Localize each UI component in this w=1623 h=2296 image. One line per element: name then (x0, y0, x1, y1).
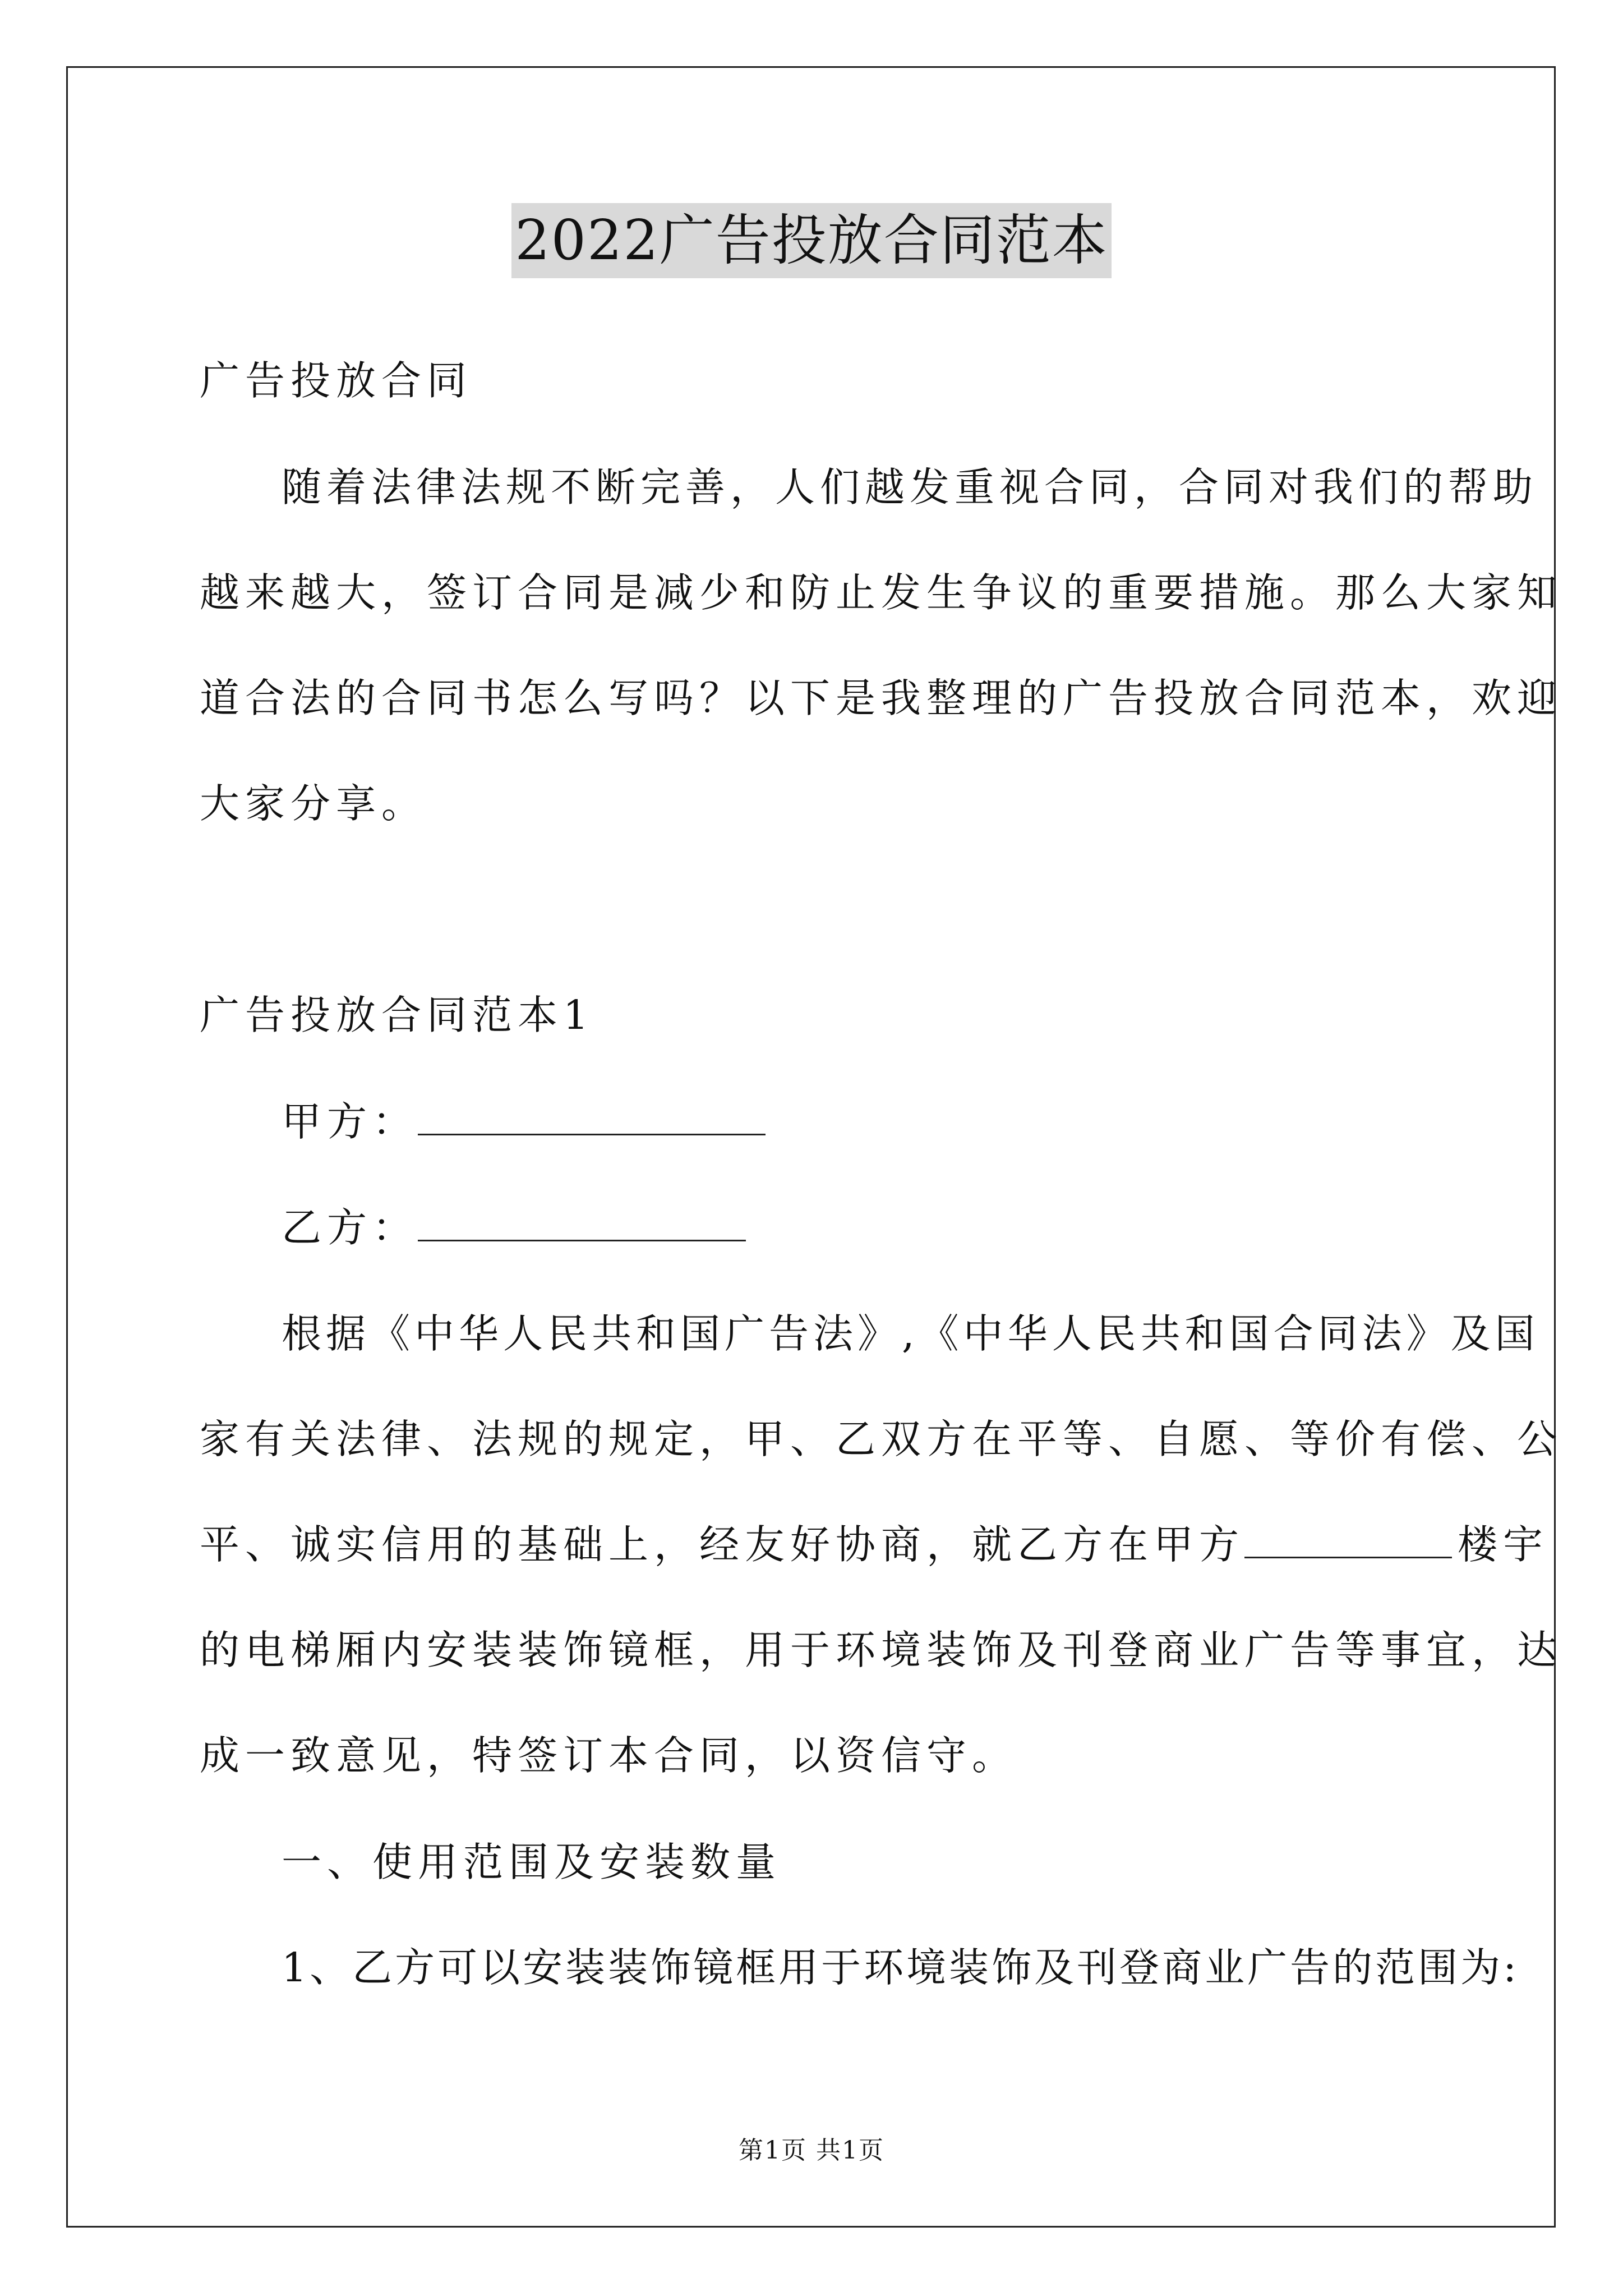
intro-line-1-text: 随着法律法规不断完善，人们越发重视合同，合同对我们的帮助 (282, 464, 1538, 510)
para-line-5: 成一致意见，特签订本合同，以资信守。 (200, 1732, 1018, 1779)
para-line-2: 家有关法律、法规的规定，甲、乙双方在平等、自愿、等价有偿、公 (200, 1416, 1563, 1462)
intro-line-1 (282, 462, 1538, 513)
para-line-1: 根据《中华人民共和国广告法》,《中华人民共和国合同法》及国 (282, 1310, 1539, 1357)
intro-line-2: 越来越大，签订合同是减少和防止发生争议的重要措施。那么大家知 (200, 569, 1563, 616)
party-b-blank (418, 1206, 746, 1241)
party-b-line (282, 1203, 746, 1253)
clause-1: 1、乙方可以安装装饰镜框用于环境装饰及刊登商业广告的范围为: (282, 1944, 1520, 1991)
para-line-4: 的电梯厢内安装装饰镜框，用于环境装饰及刊登商业广告等事宜，达 (200, 1627, 1563, 1673)
party-b-label: 乙方： (282, 1204, 418, 1251)
party-a-blank (418, 1100, 766, 1135)
document-subtitle: 广告投放合同 (200, 357, 473, 404)
intro-line-3: 道合法的合同书怎么写吗？以下是我整理的广告投放合同范本，欢迎 (200, 675, 1563, 721)
party-a-line (282, 1097, 766, 1147)
intro-line-4: 大家分享。 (200, 780, 427, 827)
title-container (0, 203, 1623, 278)
page-footer: 第1页 共1页 (739, 2136, 884, 2165)
party-a-label: 甲方： (282, 1098, 418, 1145)
clause-heading: 一、使用范围及安装数量 (282, 1839, 782, 1885)
document-title: 2022广告投放合同范本 (511, 203, 1111, 278)
para-line-3-text: 平、诚实信用的基础上，经友好协商，就乙方在甲方 (200, 1521, 1245, 1568)
building-blank (1244, 1523, 1452, 1558)
para-line-3-suffix: 楼宇 (1458, 1521, 1549, 1568)
section-title: 广告投放合同范本1 (200, 992, 594, 1038)
para-line-3 (200, 1520, 1548, 1570)
